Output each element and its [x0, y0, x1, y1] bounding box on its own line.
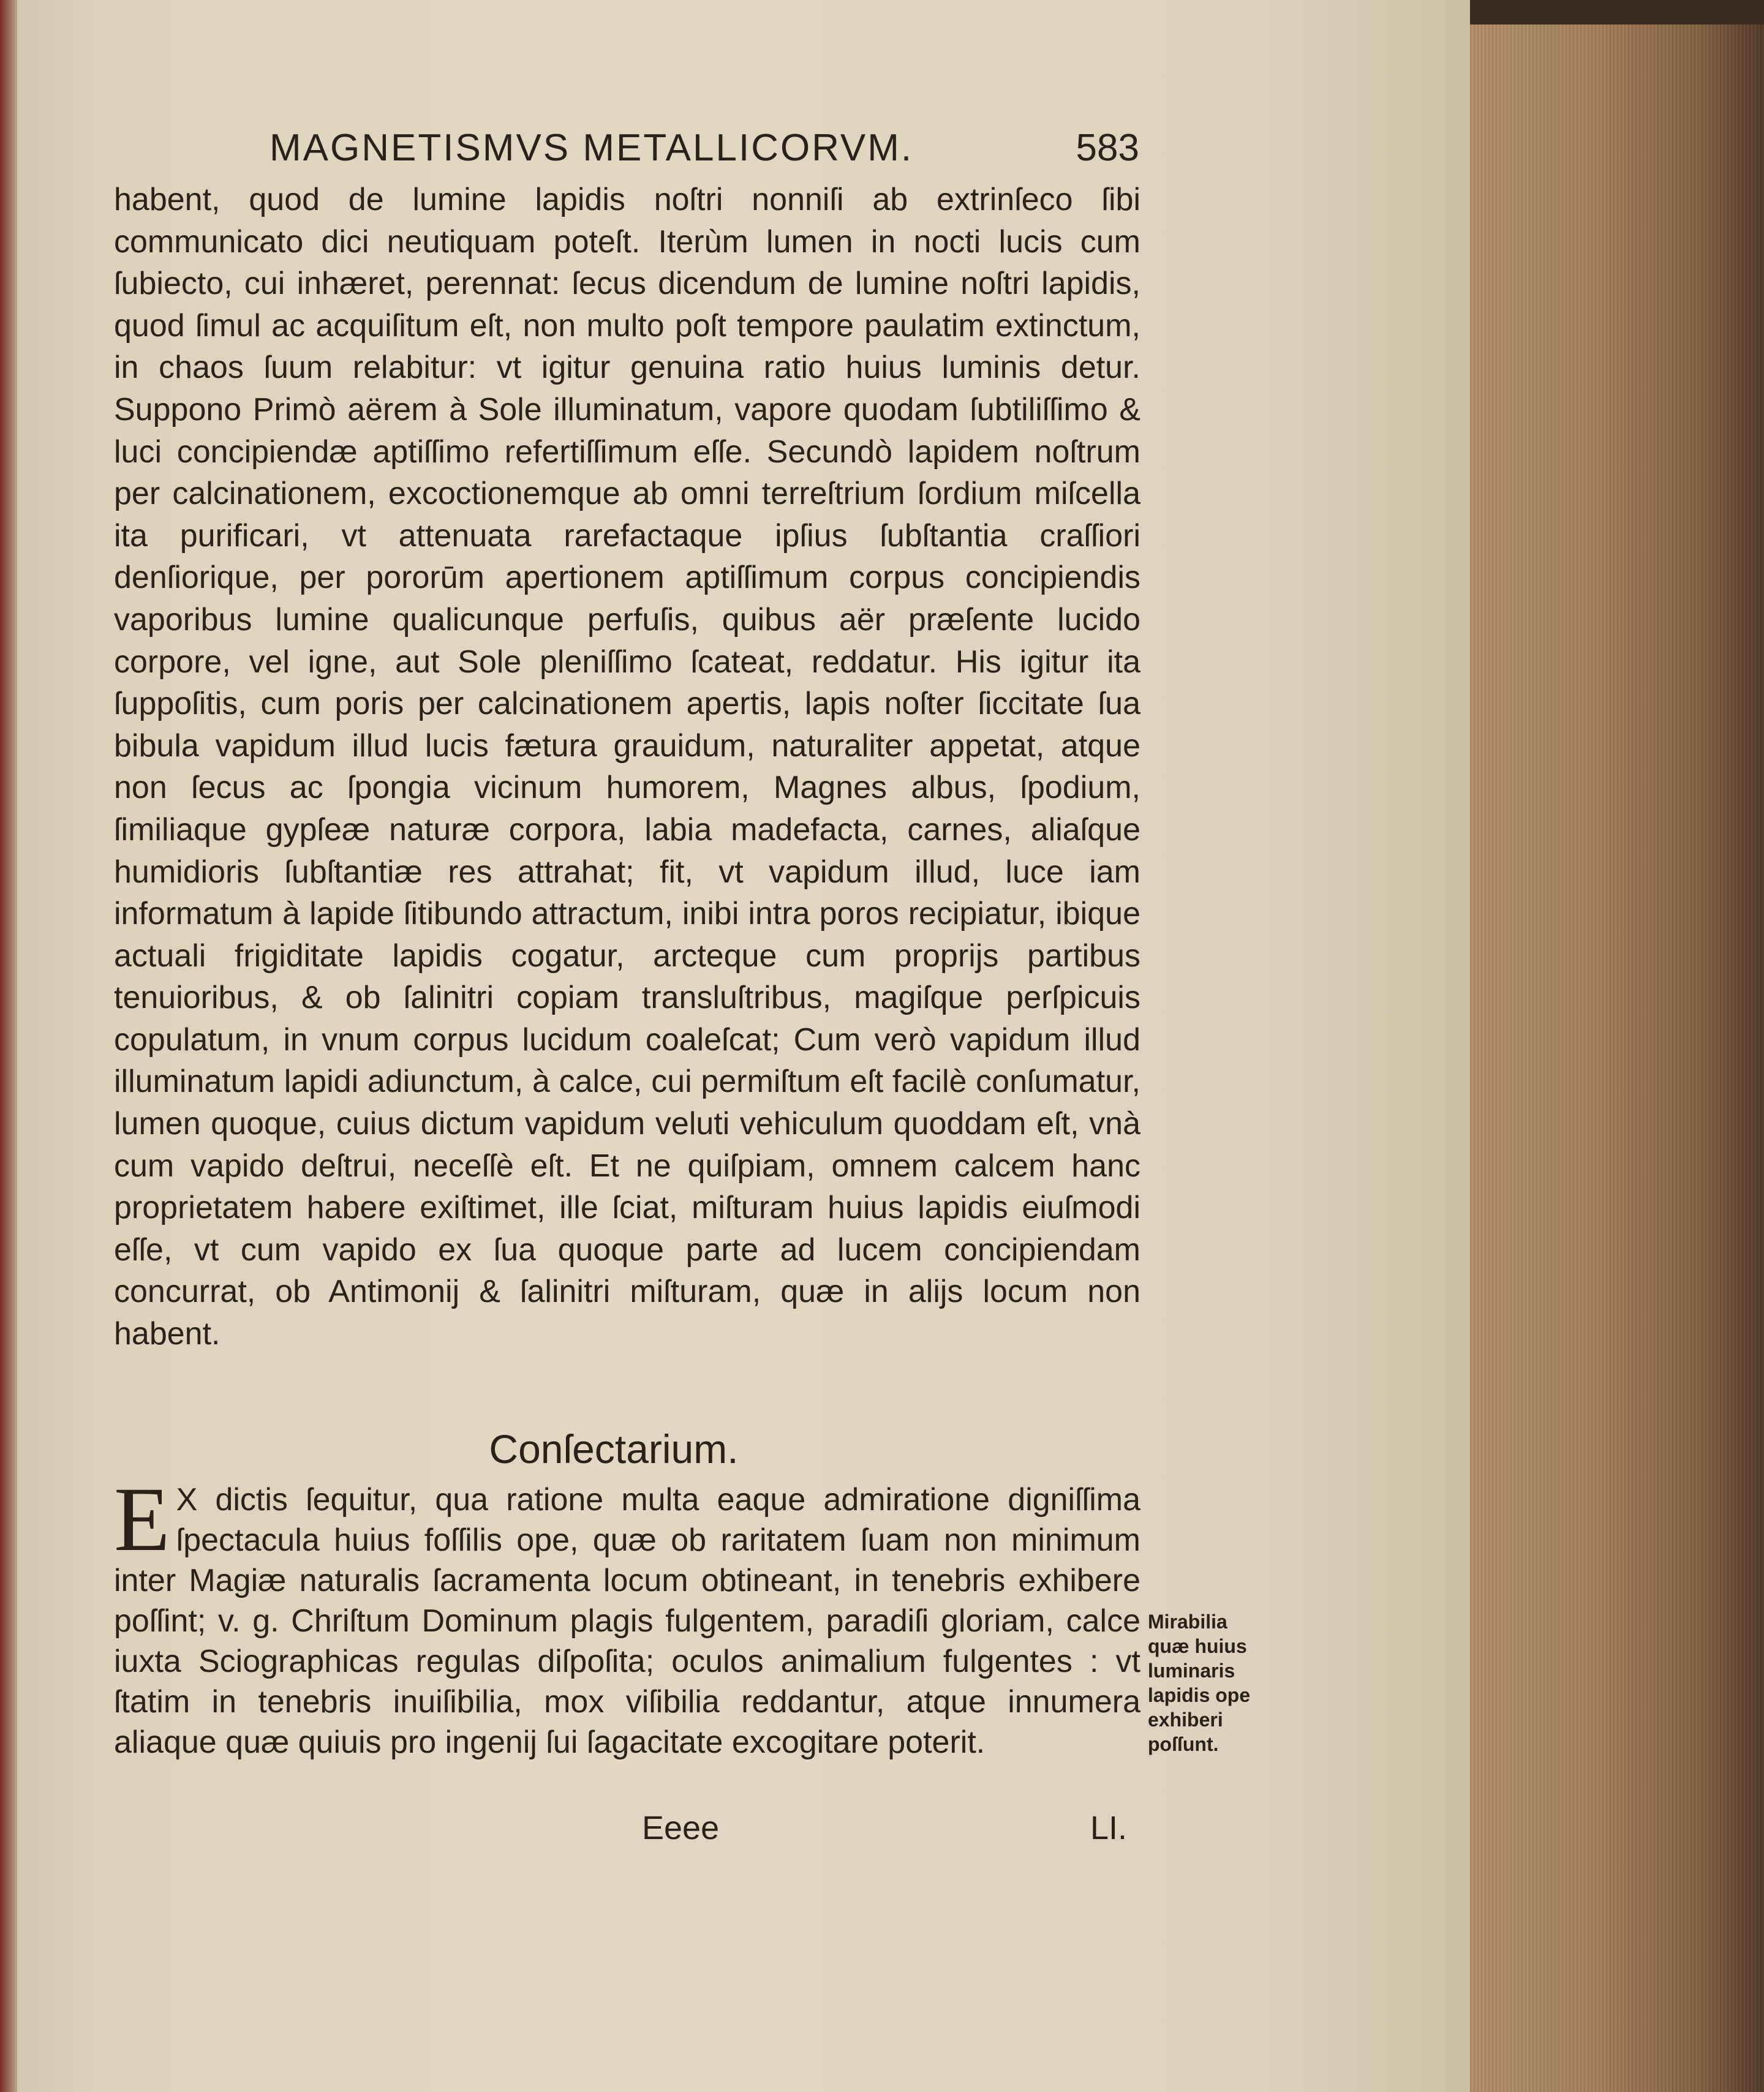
- main-text-block: [114, 179, 1140, 1355]
- drop-cap: E: [114, 1469, 170, 1570]
- running-title: MAGNETISMVS METALLICORVM.: [270, 127, 914, 169]
- marginal-note-line: lapidis ope: [1148, 1684, 1251, 1706]
- marginal-note-line: Mirabilia: [1148, 1611, 1227, 1633]
- body-paragraph: habent, quod de lumine lapidis noſtri nonniſi ab extrinſeco ſibi communicato dici neutiquam poteſt. Iterùm lumen in nocti lucis cum ſubiecto, cui inhæret, perennat: ſecus dicendum de lumine noſtri lapidis, quod ſimul ac acquiſitum eſt, non multo poſt tempore paulatim extinctum, in chaos ſuum relabitur: vt igitur genuina ratio huius luminis detur. Suppono Primò aërem à Sole illuminatum, vapore quodam ſubtiliſſimo & luci concipiendæ aptiſſimo refertiſſimum eſſe. Secundò lapidem noſtrum per calcinationem, excoctionemque ab omni terreſtrium ſordium miſcella ita purificari, vt attenuata rarefactaque ipſius ſubſtantia craſſiori denſiorique, per pororūm apertionem aptiſſimum corpus concipiendis vaporibus lumine qualicunque perfuſis, quibus aër præſente lucido corpore, vel igne, aut Sole pleniſſimo ſcateat, reddatur. His igitur ita ſuppoſitis, cum poris per calcinationem apertis, lapis noſter ſiccitate ſua bibula vapidum illud lucis fætura grauidum, naturaliter appetat, atque non ſecus ac ſpongia vicinum humorem, Magnes albus, ſpodium, ſimiliaque gypſeæ naturæ corpora, labia madefacta, carnes, aliaſque humidioris ſubſtantiæ res attrahat; fit, vt vapidum illud, luce iam informatum à lapide ſitibundo attractum, inibi intra poros recipiatur, ibique actuali frigiditate lapidis cogatur, arcteque cum proprijs partibus tenuioribus, & ob ſalinitri copiam transluſtribus, magiſque perſpicuis copulatum, in vnum corpus lucidum coaleſcat; Cum verò vapidum illud illuminatum lapidi adiunctum, à calce, cui permiſtum eſt facilè conſumatur, lumen quoque, cuius dictum vapidum veluti vehiculum quoddam eſt, vnà cum vapido deſtrui, neceſſè eſt. Et ne quiſpiam, omnem calcem hanc proprietatem habere exiſtimet, ille ſciat, miſturam huius lapidis eiuſmodi eſſe, vt cum vapido ex ſua quoque parte ad lucem concipiendam concurrat, ob Antimonij & ſalinitri miſturam, quæ in alijs locum non habent.: [114, 182, 1140, 1352]
- corollary-text-block: [114, 1469, 1140, 1763]
- signature-mark: Eeee: [642, 1810, 720, 1846]
- marginal-note-line: poſſunt.: [1148, 1733, 1219, 1755]
- left-binding-edge: [0, 0, 17, 2092]
- marginal-note-line: luminaris: [1148, 1660, 1235, 1682]
- marginal-note: [1148, 1609, 1270, 1756]
- section-heading: Conſectarium.: [489, 1426, 739, 1472]
- page-number: 583: [1076, 127, 1139, 169]
- page-header: [270, 118, 1139, 179]
- catchword: LI.: [1090, 1810, 1128, 1846]
- marginal-note-line: quæ huius: [1148, 1635, 1247, 1657]
- marginal-note-line: exhiberi: [1148, 1709, 1223, 1731]
- corollary-paragraph: X dictis ſequitur, qua ratione multa eaque admiratione digniſſima ſpectacula huius foſſilis ope, quæ ob raritatem ſuam non minimum inter Magiæ naturalis ſacramenta locum obtineant, in tenebris exhibere poſſint; v. g. Chriſtum Dominum plagis fulgentem, paradiſi gloriam, calce iuxta Sciographicas regulas diſpoſita; oculos animalium fulgentes : vt ſtatim in tenebris inuiſibilia, mox viſibilia reddantur, atque innumera aliaque quæ quiuis pro ingenij ſui ſagacitate excogitare poterit.: [114, 1482, 1140, 1760]
- page-edges: [1470, 24, 1764, 2092]
